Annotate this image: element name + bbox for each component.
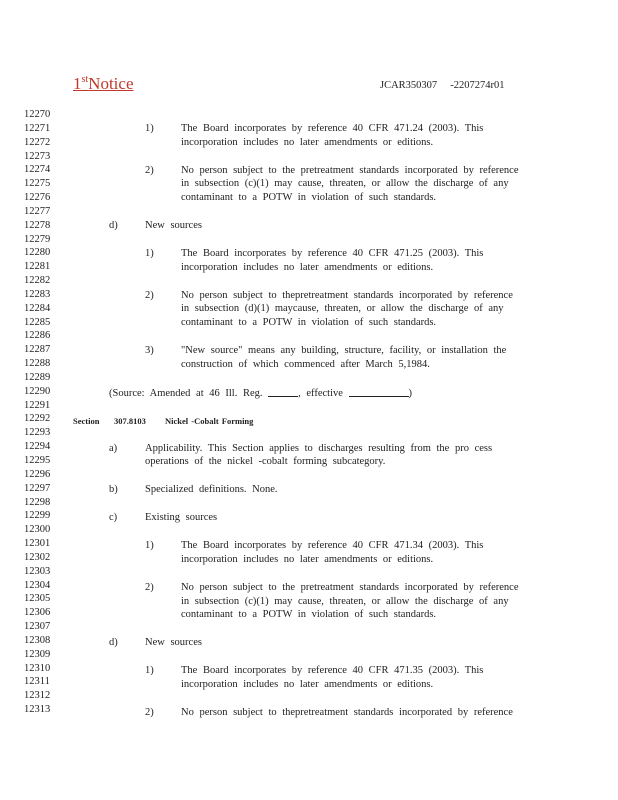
subsection-heading: New sources [145, 637, 202, 648]
blank-field [268, 387, 298, 397]
paragraph-line: incorporation includes no later amendments or editions. [181, 137, 434, 148]
line-number: 12313 [24, 704, 51, 715]
line-number: 12310 [24, 663, 51, 674]
line-number: 12290 [24, 386, 51, 397]
line-number: 12284 [24, 303, 51, 314]
line-number: 12281 [24, 261, 51, 272]
paragraph-line: incorporation includes no later amendments or editions. [181, 554, 434, 565]
line-number: 12291 [24, 400, 51, 411]
paragraph-line: Applicability. This Section applies to discharges resulting from the pro cess [145, 443, 493, 454]
line-number: 12293 [24, 427, 51, 438]
line-number: 12292 [24, 413, 51, 424]
paragraph-line: contaminant to a POTW in violation of such standards. [181, 317, 437, 328]
subsection-letter: a) [109, 443, 118, 454]
paragraph-line: Specialized definitions. None. [145, 484, 278, 495]
line-number: 12270 [24, 109, 51, 120]
line-number: 12299 [24, 510, 51, 521]
line-number: 12301 [24, 538, 51, 549]
line-number: 12308 [24, 635, 51, 646]
line-number: 12273 [24, 151, 51, 162]
line-number: 12295 [24, 455, 51, 466]
subsection-letter: c) [109, 512, 118, 523]
paragraph-line: operations of the nickel -cobalt forming subcategory. [145, 456, 386, 467]
notice-title: 1stNotice [73, 74, 134, 93]
item-number: 1) [145, 248, 154, 259]
line-number: 12302 [24, 552, 51, 563]
line-number: 12304 [24, 580, 51, 591]
paragraph-line: contaminant to a POTW in violation of such standards. [181, 192, 437, 203]
item-number: 2) [145, 582, 154, 593]
line-number: 12286 [24, 330, 51, 341]
line-number: 12279 [24, 234, 51, 245]
paragraph-line: No person subject to thepretreatment standards incorporated by reference [181, 290, 513, 301]
paragraph-line: No person subject to thepretreatment standards incorporated by reference [181, 707, 513, 718]
paragraph-line: in subsection (c)(1) may cause, threaten, or allow the discharge of any [181, 178, 509, 189]
paragraph-line: incorporation includes no later amendments or editions. [181, 262, 434, 273]
line-number: 12280 [24, 247, 51, 258]
subsection-letter: d) [109, 220, 118, 231]
line-number: 12311 [24, 676, 50, 687]
line-number: 12288 [24, 358, 51, 369]
paragraph-line: The Board incorporates by reference 40 CFR 471.25 (2003). This [181, 248, 484, 259]
line-number: 12271 [24, 123, 51, 134]
line-number: 12306 [24, 607, 51, 618]
paragraph-line: in subsection (d)(1) maycause, threaten, or allow the discharge of any [181, 303, 504, 314]
line-number: 12276 [24, 192, 51, 203]
item-number: 2) [145, 165, 154, 176]
document-code: JCAR350307 -2207274r01 [380, 80, 505, 91]
line-number: 12282 [24, 275, 51, 286]
line-number: 12277 [24, 206, 51, 217]
item-number: 1) [145, 540, 154, 551]
item-number: 1) [145, 123, 154, 134]
line-number: 12297 [24, 483, 51, 494]
line-number: 12285 [24, 317, 51, 328]
paragraph-line: incorporation includes no later amendments or editions. [181, 679, 434, 690]
line-number: 12278 [24, 220, 51, 231]
item-number: 3) [145, 345, 154, 356]
paragraph-line: No person subject to the pretreatment standards incorporated by reference [181, 165, 519, 176]
paragraph-line: The Board incorporates by reference 40 CFR 471.24 (2003). This [181, 123, 484, 134]
line-number: 12296 [24, 469, 51, 480]
subsection-heading: New sources [145, 220, 202, 231]
line-number: 12287 [24, 344, 51, 355]
source-note: (Source: Amended at 46 Ill. Reg. , effective ) [109, 388, 413, 399]
item-number: 2) [145, 290, 154, 301]
line-number: 12294 [24, 441, 51, 452]
line-number: 12283 [24, 289, 51, 300]
line-number: 12309 [24, 649, 51, 660]
paragraph-line: The Board incorporates by reference 40 CFR 471.35 (2003). This [181, 665, 484, 676]
paragraph-line: "New source" means any building, structure, facility, or installation the [181, 345, 507, 356]
line-number: 12289 [24, 372, 51, 383]
line-number: 12298 [24, 497, 51, 508]
subsection-letter: d) [109, 637, 118, 648]
line-number: 12274 [24, 164, 51, 175]
paragraph-line: The Board incorporates by reference 40 CFR 471.34 (2003). This [181, 540, 484, 551]
subsection-heading: Existing sources [145, 512, 218, 523]
item-number: 1) [145, 665, 154, 676]
line-number: 12272 [24, 137, 51, 148]
section-label: Section [73, 416, 100, 426]
line-number: 12300 [24, 524, 51, 535]
line-number: 12305 [24, 593, 51, 604]
line-number: 12275 [24, 178, 51, 189]
item-number: 2) [145, 707, 154, 718]
paragraph-line: construction of which commenced after March 5,1984. [181, 359, 430, 370]
line-number: 12307 [24, 621, 51, 632]
section-number: 307.8103 [114, 416, 146, 426]
paragraph-line: in subsection (c)(1) may cause, threaten, or allow the discharge of any [181, 596, 509, 607]
line-number: 12312 [24, 690, 51, 701]
line-number: 12303 [24, 566, 51, 577]
section-title: Nickel -Cobalt Forming [165, 416, 254, 426]
paragraph-line: No person subject to the pretreatment standards incorporated by reference [181, 582, 519, 593]
subsection-letter: b) [109, 484, 118, 495]
blank-field [349, 387, 409, 397]
paragraph-line: contaminant to a POTW in violation of such standards. [181, 609, 437, 620]
